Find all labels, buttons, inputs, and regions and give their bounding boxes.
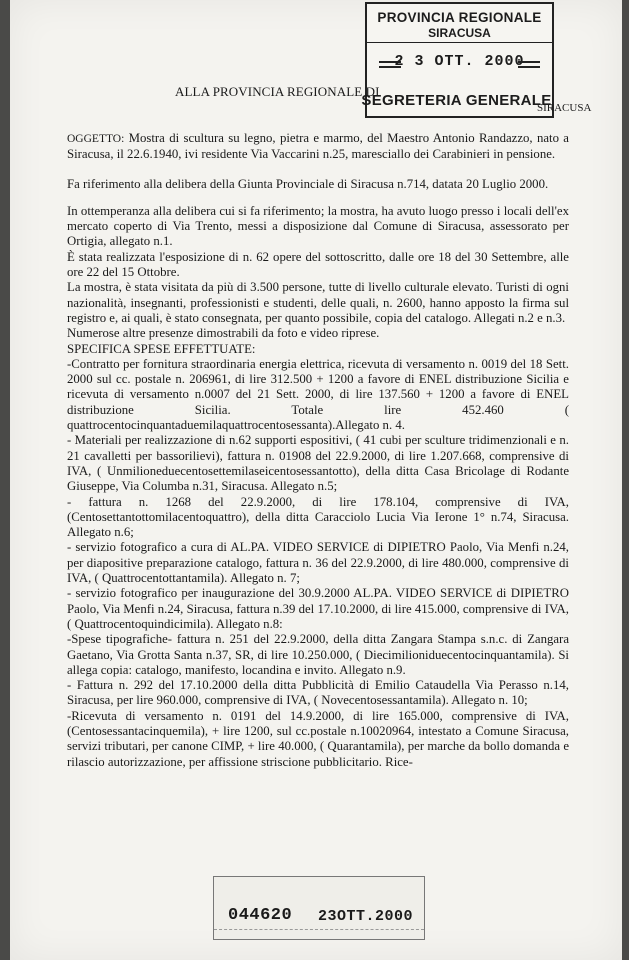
stamp-line-1: PROVINCIA REGIONALE: [377, 10, 542, 25]
addressee-city: SIRACUSA: [537, 102, 592, 114]
stamp-line-3: SEGRETERIA GENERALE: [361, 92, 552, 109]
subject-text: Mostra di scultura su legno, pietra e marmo, del Maestro Antonio Randazzo, nato a Siracusa, il 22.6.1940, ivi residente Via Vaccarini n.25, maresciallo dei Carabinieri in pensione.: [67, 131, 569, 162]
expense-item: - servizio fotografico per inaugurazione del 30.9.2000 AL.PA. VIDEO SERVICE di DIPIETRO Paolo, Via Menfi n.24, Siracusa, fattura n.39 del 17.10.2000, di lire 415.000, comprensive di IVA, ( Quattrocentoquindicimila). Allegato n.8:: [67, 586, 569, 631]
paragraph: Numerose altre presenze dimostrabili da foto e video riprese.: [67, 326, 380, 341]
addressee: ALLA PROVINCIA REGIONALE DI: [175, 84, 380, 99]
expense-item: -Spese tipografiche- fattura n. 251 del 22.9.2000, della ditta Zangara Stampa s.n.c. di Zangara Gaetano, Via Grotta Santa n.37, SR, di lire 10.250.000, ( Diecimilioniduecentocinquantamila). Si allega copia: catalogo, manifesto, locandina e invito. Allegato n.9.: [67, 632, 569, 677]
expense-item: -Contratto per fornitura straordinaria energia elettrica, ricevuta di versamento n. 0019 del 18 Sett. 2000 sul cc. postale n. 206961, di lire 312.500 + 1200 a favore di ENEL distribuzione Sicilia e ricevuta di versamento n.0007 del 21 Sett. 2000, di lire 137.560 + 1200 a favore di ENEL distribuzione Sicilia. Totale lire 452.460 ( quattrocentocinquantaduemilaquattrocentosessanta).Allegato n. 4.: [67, 356, 569, 433]
expense-item: - Fattura n. 292 del 17.10.2000 della ditta Pubblicità di Emilio Cataudella Via Perasso n.14, Siracusa, per lire 960.000, comprensive di IVA, ( Novecentosessantamila). Allegato n. 10;: [67, 678, 569, 708]
stamp-line-2: SIRACUSA: [428, 26, 491, 40]
protocol-stamp: [213, 876, 425, 940]
expense-item: - fattura n. 1268 del 22.9.2000, di lire 178.104, comprensive di IVA, (Centosettantottomilacentoquattro), della ditta Caracciolo Lucia Via Ierone 1° n.74, Siracusa. Allegato n.6;: [67, 494, 569, 540]
protocol-stamp-rule: [214, 929, 424, 930]
stamp-date: 2 3 OTT. 2000: [394, 53, 525, 70]
paragraph: La mostra, è stata visitata da più di 3.500 persone, tutte di livello culturale elevato. Turisti di ogni nazionalità, insegnanti, professionisti e studenti, delle quali, n. 2600, hanno apposto la firma sul registro e, ai quali, è stato consegnata, per quanto possibile, copia del catalogo. Allegati n.2 e n.3.: [67, 280, 569, 325]
expenses-heading: SPECIFICA SPESE EFFETTUATE:: [67, 341, 256, 356]
protocol-number: 044620: [228, 906, 293, 925]
received-stamp: [361, 2, 554, 118]
paragraph: È stata realizzata l'esposizione di n. 62 opere del sottoscritto, dalle ore 18 del 30 Settembre, alle ore 22 del 15 Ottobre.: [67, 249, 569, 280]
expense-item: - Materiali per realizzazione di n.62 supporti espositivi, ( 41 cubi per sculture tridimenzionali e n. 21 cavalletti per bassorilievi), fattura n. 01908 del 22.9.2000, di lire 1.207.668, comprensive di IVA, ( Unmilioneduecentosettemilaseicentosessantotto), della ditta Casa Bricolage di Rodante Giuseppe, Via Columba n.31, Siracusa. Allegato n.5;: [67, 433, 569, 494]
stamp-dash-right: [518, 61, 540, 63]
letter-body: [67, 131, 569, 770]
protocol-date: 23OTT.2000: [318, 908, 414, 925]
expense-item: - servizio fotografico a cura di AL.PA. VIDEO SERVICE di DIPIETRO Paolo, Via Menfi n.24, per diapositive preparazione catalogo, fattura n. 36 del 22.9.2000, di lire 480.000, comprensive di IVA, ( Quattrocentottantamila). Allegato n. 7;: [67, 540, 569, 586]
subject-label: OGGETTO:: [67, 133, 125, 145]
expense-item: -Ricevuta di versamento n. 0191 del 14.9.2000, di lire 165.000, comprensive di IVA, (Centosessantacinquemila), + lire 1200, sul cc.postale n.10020964, intestato a Comune Siracusa, servizi tributari, per canone CIMP, + lire 40.000, ( Quarantamila), per marche da bollo domanda e rilascio autorizzazione, per affissione striscione pubblicitario. Rice-: [67, 708, 569, 769]
stamp-divider: [367, 42, 552, 43]
reference-paragraph: Fa riferimento alla delibera della Giunta Provinciale di Siracusa n.714, datata 20 Luglio 2000.: [67, 176, 549, 191]
paragraph: In ottemperanza alla delibera cui si fa riferimento; la mostra, ha avuto luogo presso i locali dell'ex mercato coperto di Via Trento, messi a disposizione dal Comune di Siracusa, assessorato per Ortigia, allegato n.1.: [67, 203, 569, 249]
subject-paragraph: [67, 131, 569, 163]
document-page: [10, 0, 622, 960]
